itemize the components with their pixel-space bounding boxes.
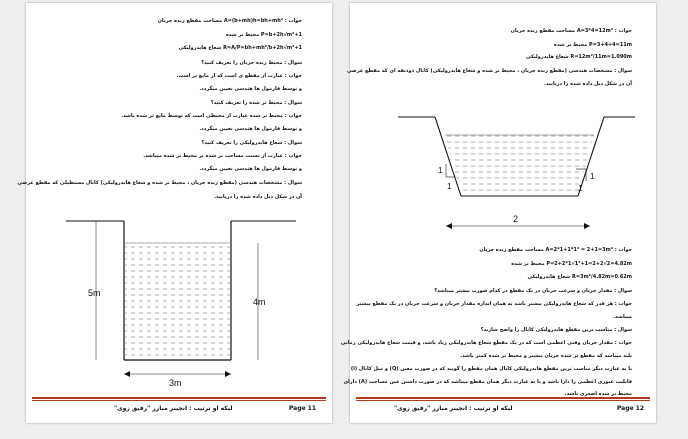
- footer-page-number: Page 12: [616, 405, 644, 412]
- text-line: قابليت عبورى اعظمى را دارا باشد و يا به عبارت ديگر همان مقطع ميباشد كه در صورت داشتن عين مساحت (A) داراى: [343, 379, 632, 385]
- height-label: 5m: [88, 288, 101, 298]
- text-line: سوال : محيط تر شده را تعريف كنيد؟: [210, 100, 302, 106]
- footer-rule: [356, 397, 650, 399]
- footer-rule: [356, 400, 650, 401]
- text-line: بلند ميباشد كه مقطع تر شده جريان بيشتر و محيط تر شده كمتر باشد.: [460, 353, 632, 359]
- slope-label: 1: [578, 184, 583, 193]
- slope-label: 1: [447, 182, 452, 191]
- text-line: جواب : عبارت از نسبت مساحت تر شده بر محيط تر شده ميباشد.: [143, 153, 302, 159]
- page-12: [340, 3, 656, 423]
- text-line: P=b+2h√m²+1 محيط تر شده: [225, 32, 302, 38]
- text-line: و توسط فارمول ها هندسى تعيين ميگردد.: [199, 86, 302, 92]
- width-label: 3m: [169, 378, 182, 388]
- slope-label: 1: [438, 166, 443, 175]
- text-line: آن در شكل ذيل داده شده را دريابيد.: [214, 194, 302, 200]
- page-footer: [350, 397, 656, 423]
- text-line: سوال : مشخصات هندسى (مقطع زنده جريان ، محيط تر شده و شعاع هايدروليكى) كانال مستطيلى كه مقطع عرضى: [17, 180, 302, 186]
- text-line: ميباشد.: [613, 314, 632, 320]
- text-line: سوال : محيط زنده جريان را تعريف كنيد؟: [201, 60, 302, 66]
- text-line: جواب : محيط تر شده عبارت از محيطى است كه توسط مايع تر شده باشد.: [121, 113, 302, 119]
- footer-author: لیکه او ترتیب : انجینر مبارز "رفیق زوی": [394, 405, 513, 412]
- page-footer: [26, 397, 332, 423]
- text-line: R=A/P=bh+mh²/b+2h√m²+1 شعاع هايدروليكي: [178, 45, 302, 51]
- text-line: و توسط فارمول ها هندسى تعيين ميگردد.: [199, 126, 302, 132]
- text-line: R=3m²/4.82m=0.62m شعاع هايدروليكي: [527, 274, 632, 280]
- footer-author: لیکه او ترتیب : انجینر مبارز "رفیق زوی": [114, 405, 233, 412]
- text-line: سوال : مشخصات هندسى (مقطع زنده جريان ، محيط تر شده و شعاع هايدروليكى) كانال ذوذنقه اى كه مقطع عرضى: [346, 68, 632, 74]
- footer-rule: [32, 397, 326, 399]
- text-line: محيط تر شده اصغرى باشد.: [564, 391, 632, 397]
- trapezoidal-channel-figure: [350, 103, 656, 241]
- text-line: يا به عبارت ديگر مناسب ترين مقطع هايدروليكى كانال همان مقطع را گويند كه در صورت معين (Q) و ميل كانال (i): [350, 366, 632, 372]
- text-line: سوال : مناسب ترين مقطع هايدروليكى كانال را واضح سازيد؟: [480, 327, 632, 333]
- water-depth-label: 4m: [253, 297, 266, 307]
- slope-label: 1: [590, 172, 595, 181]
- footer-page-number: Page 11: [288, 405, 316, 412]
- text-line: جواب : هر قدر كه شعاع هايدروليكى بيشتر باشد به همان اندازه مقدار جريان و سرعت جريان در يک مقطع بيشتر: [356, 301, 632, 307]
- rectangular-channel-figure: [26, 208, 332, 393]
- footer-rule: [32, 400, 326, 401]
- text-line: جواب : مقدار جريان وقتى اعظمى است كه در يک مقطع شعاع هايدروليكى زياد باشد، و قيمت شعاع هايدروليكى زمانى: [340, 340, 632, 346]
- text-line: جواب : A=3*4=12m² مساحت مقطع زنده جريان: [510, 28, 632, 34]
- text-line: جواب : A=(b+mh)h=bh+mh² مساحت مقطع زنده جريان: [157, 18, 302, 24]
- text-line: P=2+2*1√1²+1=2+2√2=4.82m محيط تر شده: [511, 261, 632, 267]
- text-line: R=12m²/11m=1.090m شعاع هايدروليكي: [525, 54, 632, 60]
- page-11: [17, 3, 332, 423]
- bottom-width-label: 2: [513, 214, 519, 224]
- text-line: جواب : عبارت از مقطع ى است كه از مايع پر است.: [176, 73, 302, 79]
- text-line: جواب : A=2*1+1*1² = 2+1=3m² مساحت مقطع زنده جريان: [479, 247, 632, 253]
- text-line: و توسط فارمول ها هندسى تعيين ميگردد.: [199, 166, 302, 172]
- text-line: آن در شكل ذيل داده شده را دريابيد.: [544, 81, 632, 87]
- text-line: سوال : شعاع هايدروليكى را تعريف كنيد؟: [201, 140, 302, 146]
- text-line: P=3+4+4=11m محيط تر شده: [553, 42, 632, 48]
- text-line: سوال : مقدار جريان و سرعت جريان در يک مقطع در کدام صورت بيشتر ميباشد؟: [434, 288, 632, 294]
